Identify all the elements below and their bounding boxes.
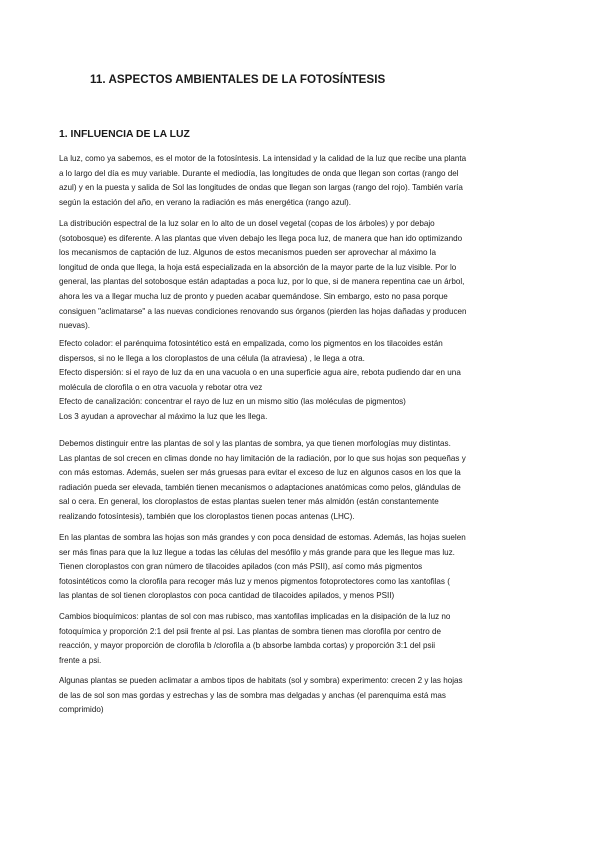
text-line: general, las plantas del sotobosque están adaptadas a poca luz, por lo que, si de manera repentina cae un árbol, (59, 277, 465, 287)
text-line: Efecto dispersión: si el rayo de luz da en una vacuola o en una superficie agua aire, rebota pudiendo dar en una (59, 368, 461, 378)
text-line: La luz, como ya sabemos, es el motor de la fotosíntesis. La intensidad y la calidad de la luz que recibe una planta (59, 154, 467, 163)
text-line: Cambios bioquímicos: plantas de sol con mas rubisco, mas xantofilas implicadas en la disipación de la luz no (59, 612, 451, 621)
text-line: sal o cera. En general, los cloroplastos de estas plantas suelen tener más almidón (están constantemente (59, 497, 439, 507)
paragraph (59, 674, 539, 718)
text-line: dispersos, si no le llega a los cloroplastos de una célula (la atraviesa) , le llega a otra. (59, 353, 365, 363)
text-line: realizando fotosíntesis), también que los cloroplastos tienen pocas antenas (LHC). (59, 511, 355, 521)
text-line: Los 3 ayudan a aprovechar al máximo la luz que les llega. (59, 411, 268, 421)
section-heading: 1. INFLUENCIA DE LA LUZ (59, 129, 190, 140)
text-line: nuevas). (59, 321, 91, 331)
paragraph (59, 152, 539, 210)
paragraph (59, 437, 539, 525)
text-line: a lo largo del día es muy variable. Durante el mediodía, las longitudes de onda que llegan son cortas (rango del (59, 168, 459, 178)
text-line: con más estomas. Además, suelen ser más gruesas para evitar el exceso de luz en algunos casos en los que la (59, 468, 461, 478)
text-line: según la estación del año, en verano la radiación es más energética (rango azul). (59, 197, 352, 207)
page-title: 11. ASPECTOS AMBIENTALES DE LA FOTOSÍNTESIS (90, 73, 386, 86)
text-line: comprimido) (59, 705, 104, 715)
paragraph (59, 217, 539, 334)
text-line: Algunas plantas se pueden aclimatar a ambos tipos de habitats (sol y sombra) experimento: crecen 2 y las hojas (59, 676, 463, 685)
text-line: consiguen "aclimatarse" a las nuevas condiciones renovando sus órganos (pierden las hojas dañadas y producen (59, 306, 467, 316)
text-line: Efecto de canalización: concentrar el rayo de luz en un mismo sitio (las moléculas de pigmentos) (59, 397, 406, 407)
text-line: frente a psi. (59, 655, 102, 665)
text-line: Debemos distinguir entre las plantas de sol y las plantas de sombra, ya que tienen morfologías muy distintas. (59, 439, 451, 448)
paragraph (59, 610, 539, 668)
text-line: Efecto colador: el parénquima fotosintético está en empalizada, como los pigmentos en los tilacoides están (59, 339, 443, 348)
text-line: fotoquímica y proporción 2:1 del psii frente al psi. Las plantas de sombra tienen mas clorofila por centro de (59, 626, 441, 636)
paragraph (59, 531, 539, 604)
text-line: molécula de clorofila o en otra vacuola y rebotar otra vez (59, 382, 263, 392)
text-line: los mecanismos de captación de luz. Algunos de estos mecanismos pueden ser aprovechar al máximo la (59, 248, 437, 258)
paragraph (59, 337, 539, 425)
text-line: La distribución espectral de la luz solar en lo alto de un dosel vegetal (copas de los árboles) y por debajo (59, 219, 435, 228)
text-line: En las plantas de sombra las hojas son más grandes y con poca densidad de estomas. Además, las hojas suelen (59, 533, 466, 542)
text-line: las plantas de sol tienen cloroplastos con poca cantidad de tilacoides apilados, y menos PSII) (59, 591, 395, 601)
text-line: reacción, y mayor proporción de clorofila b /clorofila a (b absorbe lambda cortas) y proporción 3:1 del psii (59, 641, 436, 651)
text-line: azul) y en la puesta y salida de Sol las longitudes de ondas que llegan son largas (rango del rojo). También varía (59, 183, 463, 193)
text-line: (sotobosque) es diferente. A las plantas que viven debajo les llega poca luz, de manera que han ido optimizando (59, 233, 463, 243)
text-line: fotosintéticos como la clorofila para recoger más luz y menos pigmentos fotoprotectores como las xantofilas ( (59, 576, 450, 586)
text-line: longitud de onda que llega, la hoja está especializada en la absorción de la mayor parte de la luz visible. Por lo (59, 262, 457, 272)
text-line: ser más finas para que la luz llegue a todas las células del mesófilo y más grande para que les llegue mas luz. (59, 547, 455, 557)
text-line: radiación pueda ser elevada, también tienen mecanismos o adaptaciones anatómicas como pelos, glándulas de (59, 482, 461, 492)
text-line: Las plantas de sol crecen en climas donde no hay limitación de la radiación, por lo que sus hojas son pequeñas y (59, 453, 466, 463)
text-line: Tienen cloroplastos con gran número de tilacoides apilados (con más PSII), así como más pigmentos (59, 562, 423, 572)
text-line: de las de sol son mas gordas y estrechas y las de sombra mas delgadas y anchas (el parenquima está mas (59, 690, 446, 700)
text-line: ahora les va a llegar mucha luz de pronto y pueden acabar quemándose. Sin embargo, esto no pasa porque (59, 291, 448, 301)
